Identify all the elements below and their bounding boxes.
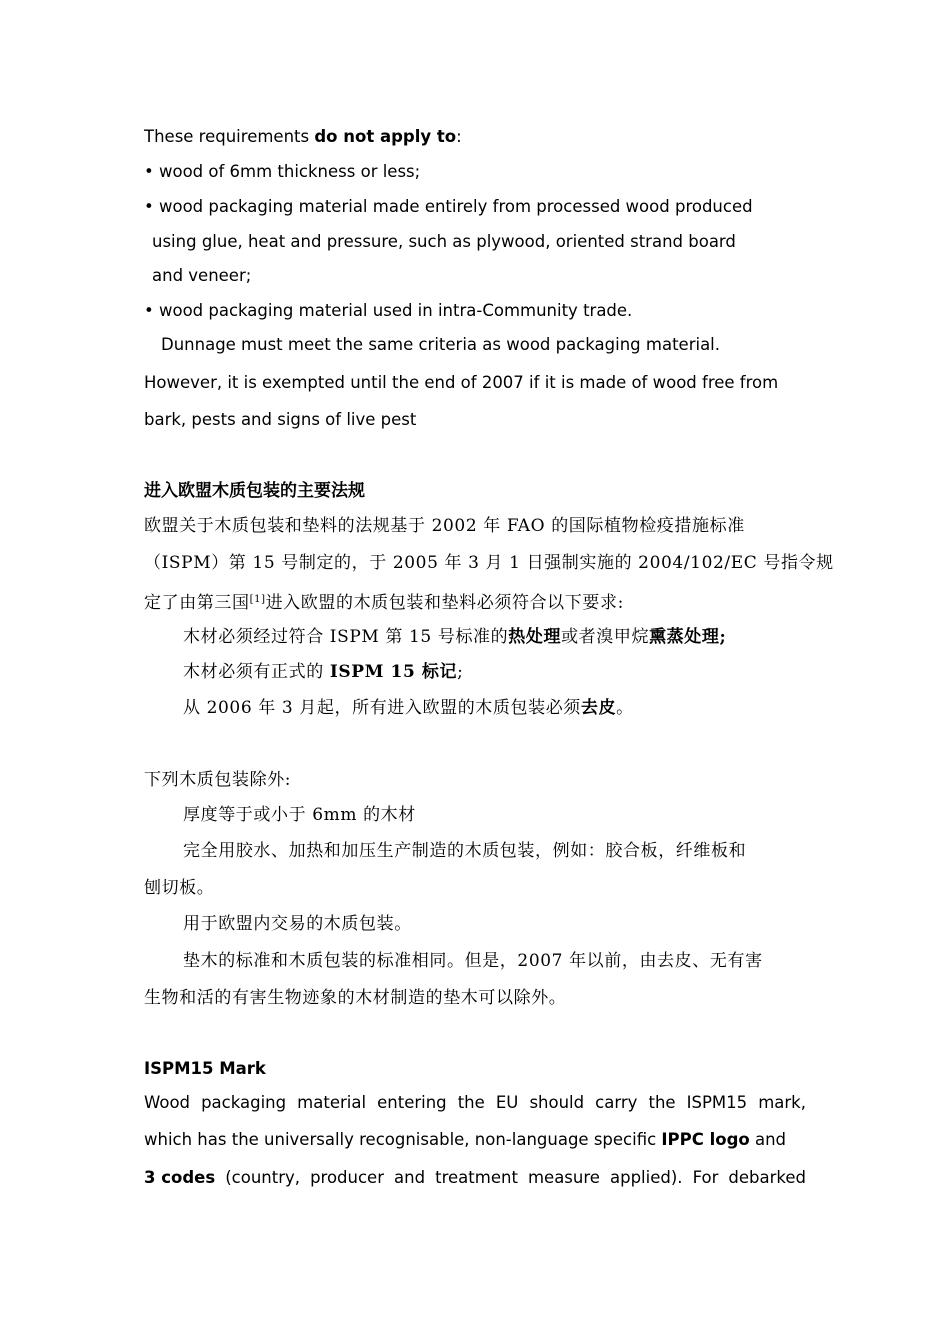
- ispm-line3: [144, 1168, 806, 1188]
- chinese-para-line3: 定了由第三国[1]进入欧盟的木质包装和垫料必须符合以下要求:: [144, 593, 624, 613]
- ispm-line3-word: producer: [310, 1168, 384, 1187]
- bullet-processed-wood-line2: using glue, heat and pressure, such as plywood, oriented strand board: [152, 232, 736, 251]
- ispm-line1-word: EU: [495, 1093, 519, 1112]
- ispm-line1-word: ISPM15: [686, 1093, 748, 1112]
- ispm-heading: ISPM15 Mark: [144, 1059, 266, 1078]
- ispm-line1-word: entering: [377, 1093, 447, 1112]
- ispm-line1-word: the: [648, 1093, 676, 1112]
- exceptions-heading: 下列木质包装除外:: [144, 770, 292, 790]
- bullet-intra-community: • wood packaging material used in intra-Community trade.: [144, 301, 633, 320]
- ispm-line1-word: packaging: [201, 1093, 287, 1112]
- ispm-line1: [144, 1093, 806, 1113]
- requirement-debark: 从 2006 年 3 月起，所有进入欧盟的木质包装必须去皮。: [183, 698, 634, 718]
- ispm-line1-word: should: [529, 1093, 585, 1112]
- ispm-line1-word: the: [457, 1093, 485, 1112]
- ispm-line2: which has the universally recognisable, non-language specific IPPC logo and: [144, 1130, 787, 1149]
- three-codes-term: 3 codes: [144, 1168, 216, 1187]
- ippc-logo-term: IPPC logo: [661, 1130, 750, 1149]
- exception-thickness: 厚度等于或小于 6mm 的木材: [183, 805, 416, 825]
- footnote-ref[interactable]: [1]: [249, 594, 266, 605]
- chinese-dunnage-line1: 垫木的标准和木质包装的标准相同。但是，2007 年以前，由去皮、无有害: [183, 951, 763, 971]
- dunnage-line1: Dunnage must meet the same criteria as wood packaging material.: [161, 335, 721, 354]
- ispm-line3-word: (country,: [225, 1168, 301, 1187]
- requirement-heat-treatment: 木材必须经过符合 ISPM 第 15 号标准的热处理或者溴甲烷熏蒸处理;: [183, 627, 727, 647]
- ispm-line3-word: treatment: [435, 1168, 518, 1187]
- ispm-line1-word: carry: [595, 1093, 638, 1112]
- ispm-line1-word: Wood: [144, 1093, 191, 1112]
- ispm-line3-word: For: [692, 1168, 719, 1187]
- exception-processed-line2: 刨切板。: [144, 878, 215, 898]
- ispm-line3-word: measure: [527, 1168, 600, 1187]
- ispm-line1-word: mark,: [758, 1093, 806, 1112]
- exception-processed-line1: 完全用胶水、加热和加压生产制造的木质包装，例如：胶合板，纤维板和: [183, 841, 747, 861]
- bullet-thickness: • wood of 6mm thickness or less;: [144, 162, 421, 181]
- bullet-processed-wood-line1: • wood packaging material made entirely from processed wood produced: [144, 197, 753, 216]
- chinese-para-line1: 欧盟关于木质包装和垫料的法规基于 2002 年 FAO 的国际植物检疫措施标准: [144, 516, 745, 536]
- bullet-processed-wood-line3: and veneer;: [152, 266, 252, 285]
- ispm-line1-word: material: [297, 1093, 367, 1112]
- dunnage-line3: bark, pests and signs of live pest: [144, 410, 417, 429]
- ispm-line3-word: debarked: [728, 1168, 806, 1187]
- intro-line: These requirements do not apply to:: [144, 127, 462, 146]
- chinese-dunnage-line2: 生物和活的有害生物迹象的木材制造的垫木可以除外。: [144, 988, 567, 1008]
- requirement-ispm-mark: 木材必须有正式的 ISPM 15 标记;: [183, 662, 464, 682]
- exception-intra-eu: 用于欧盟内交易的木质包装。: [183, 914, 412, 934]
- chinese-heading: 进入欧盟木质包装的主要法规: [144, 481, 365, 501]
- chinese-para-line2: （ISPM）第 15 号制定的，于 2005 年 3 月 1 日强制实施的 2004/102/EC 号指令规: [144, 553, 834, 573]
- ispm-line3-word: applied).: [609, 1168, 683, 1187]
- ispm-line3-word: and: [394, 1168, 426, 1187]
- dunnage-line2: However, it is exempted until the end of 2007 if it is made of wood free from: [144, 373, 779, 392]
